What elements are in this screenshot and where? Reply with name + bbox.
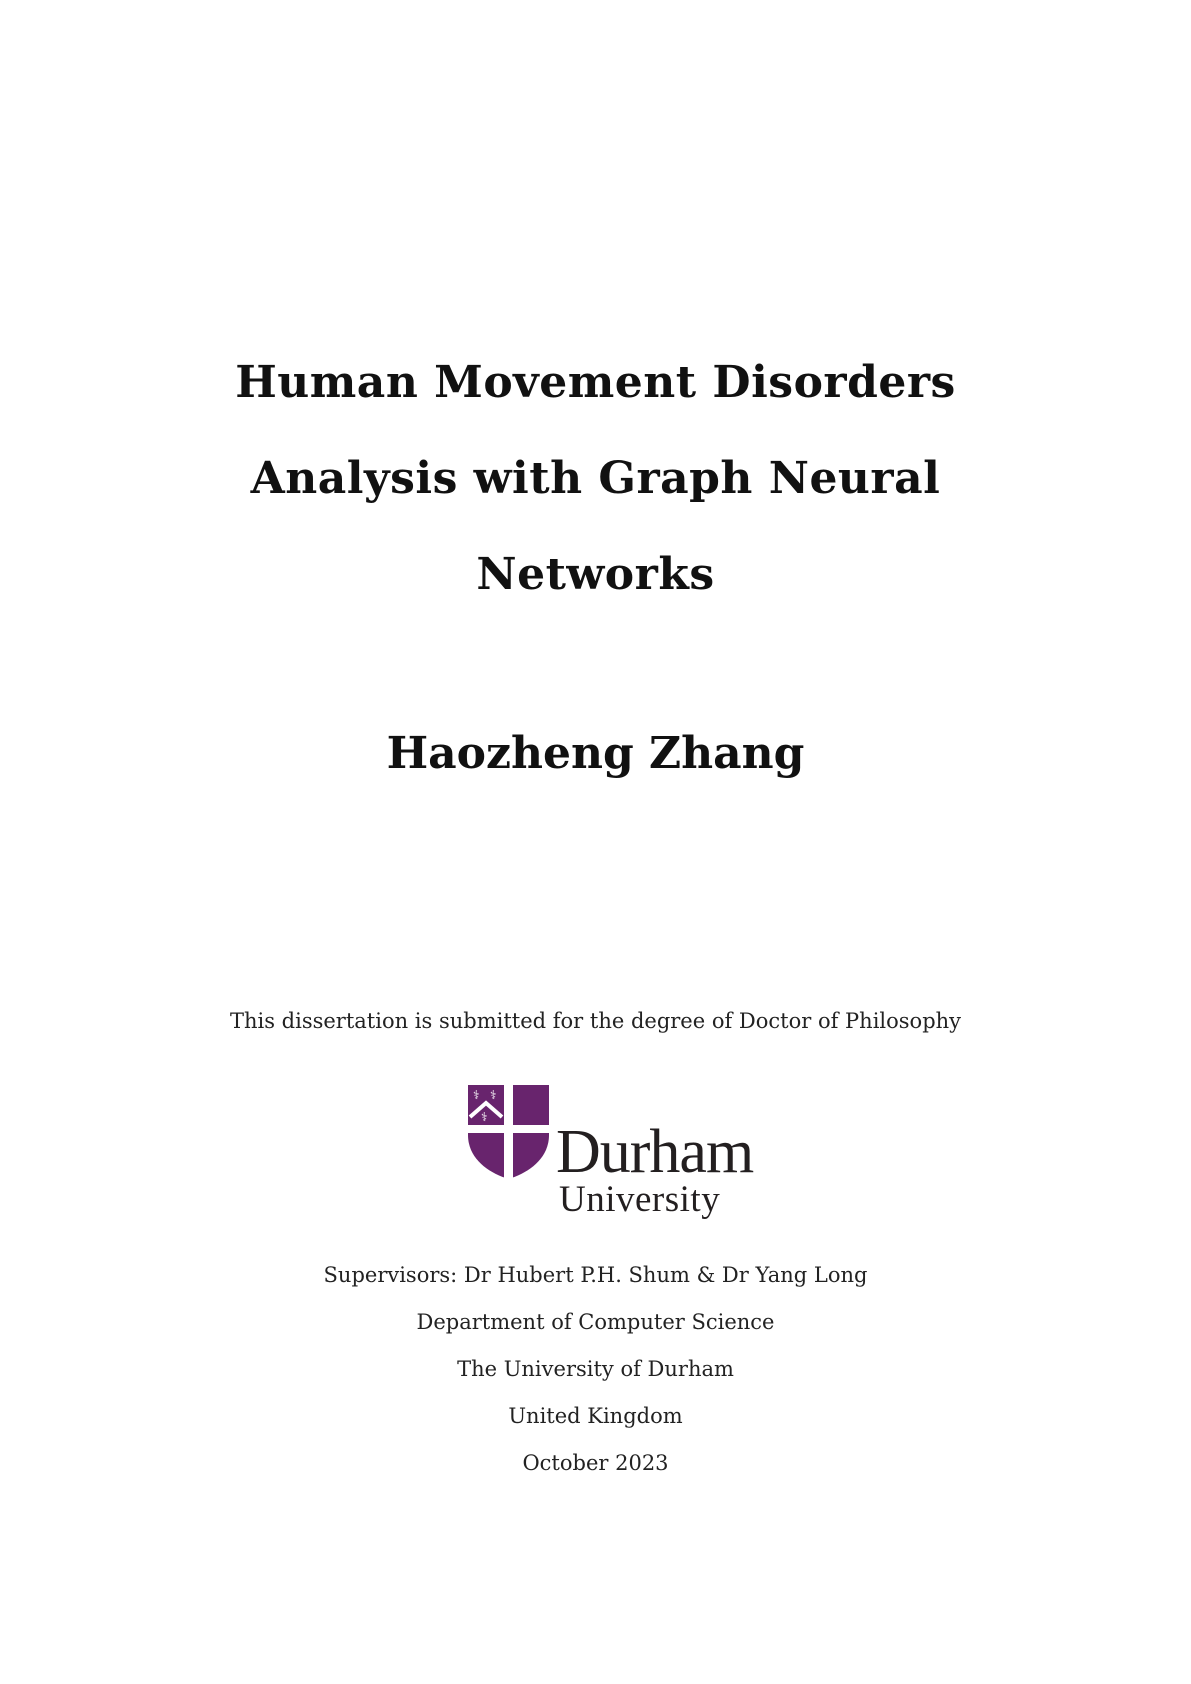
title-line-3: Networks (476, 549, 715, 600)
submission-info (0, 1252, 1191, 1487)
svg-text:⚕: ⚕ (473, 1088, 480, 1102)
logo-subtitle: University (559, 1179, 721, 1220)
svg-text:⚕: ⚕ (481, 1110, 488, 1124)
title-line-1: Human Movement Disorders (235, 357, 956, 408)
author-name: Haozheng Zhang (386, 728, 805, 779)
logo-wordmark: Durham (556, 1118, 754, 1186)
country: United Kingdom (508, 1404, 683, 1428)
durham-shield-icon (466, 1083, 551, 1180)
title-line-2: Analysis with Graph Neural (250, 453, 941, 504)
date: October 2023 (522, 1451, 669, 1475)
department: Department of Computer Science (416, 1310, 775, 1334)
university-logo (466, 1083, 786, 1220)
thesis-title (0, 335, 1191, 623)
svg-text:⚕: ⚕ (490, 1088, 497, 1102)
university: The University of Durham (457, 1357, 734, 1381)
supervisors: Supervisors: Dr Hubert P.H. Shum & Dr Yang Long (323, 1263, 868, 1287)
degree-statement: This dissertation is submitted for the degree of Doctor of Philosophy (229, 1009, 962, 1033)
